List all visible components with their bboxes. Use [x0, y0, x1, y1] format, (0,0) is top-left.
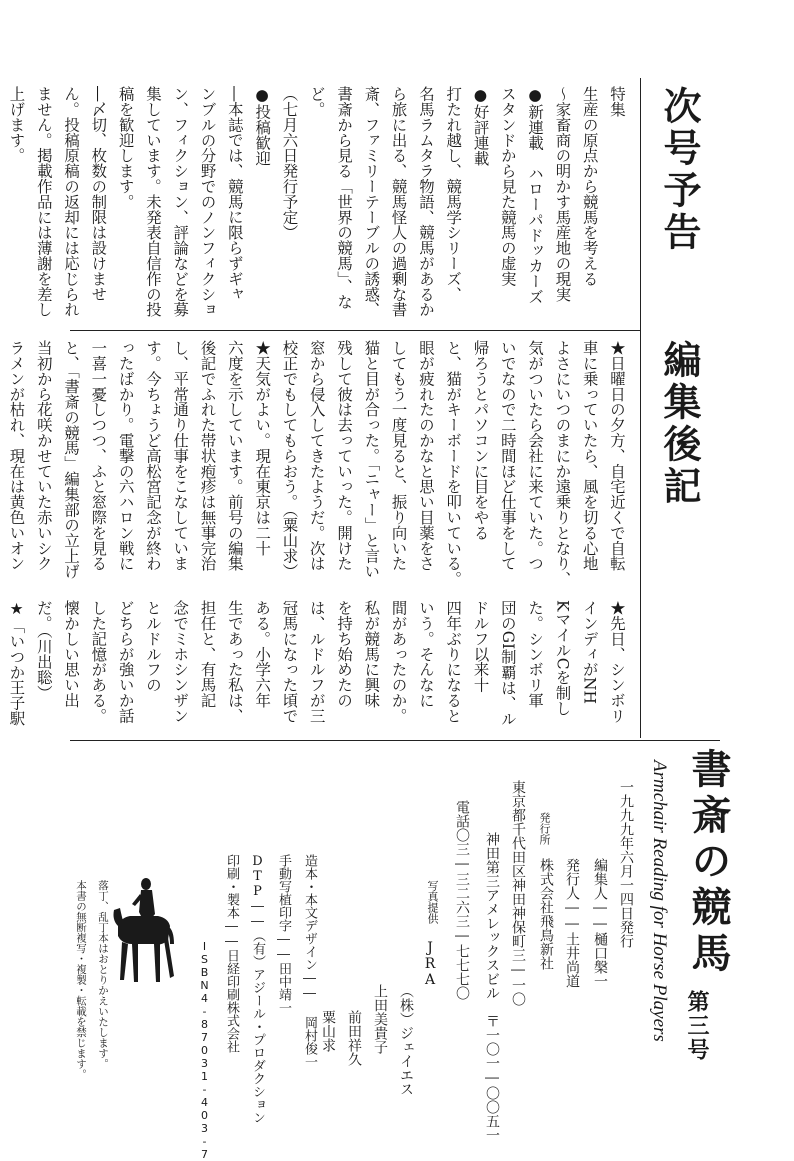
photo-credit-4 [344, 1010, 364, 1066]
notice-copyright: 本書の無断複写・複製・転載を禁じます。 [75, 880, 87, 1080]
editor-line: 編集人――樋口槃一 [592, 858, 608, 988]
office-tel: 電話〇三―三二六三―七七七〇 [454, 800, 470, 1000]
book-title: 書斎の競馬 [685, 748, 732, 978]
office-name: 株式会社飛鳥新社 [538, 858, 554, 970]
book-subtitle: Armchair Reading for Horse Players [649, 760, 670, 1042]
publication-date: 一九九九年六月一四日発行 [618, 780, 634, 948]
notes-block-a: ★日曜日の夕方、自宅近くで自転 車に乗っていたら、風を切る心地 よさにいつのまにか遠乗りとなり、 気がついたら会社に来ていた。つ いでなので二時間ほど仕事をして 帰ろうとパソコンに目をやる と、猫がキーボードを叩いている。 眼が疲れたのかなと思い目薬をさ してもう一度見ると、振り向いた 猫と目が合った。「ニャー」と言い 残して彼は去っていった。開けた 窓から侵入してきたようだ。次は 校正でもしてもらおう。（粟山求） ★天気がよい。現在東京は二十 六度を示しています。前号の編集 後記でふれた帯状疱疹は無事完治 し、平常通り仕事をこなしていま す。今ちょうど高松宮記念が終わ ったばかり。電撃の六ハロン戦に 一喜一憂しつつ、ふと窓際を見る と、「書斎の競馬」編集部の立上げ 当初から花咲かせていた赤いシク ラメンが枯れ、現在は黄色いオン [7, 340, 626, 587]
horse-rider-logo-icon [110, 870, 176, 998]
section-divider-right [640, 78, 641, 738]
dtp-credit: DTP――（有）アジール・プロダクション [250, 854, 265, 1124]
notice-replacement: 落丁、乱丁本はおとりかえいたします。 [97, 880, 109, 1069]
preview-heading: 次号予告 [657, 86, 702, 254]
office-label: 発行所 [538, 812, 551, 845]
notes-heading: 編集後記 [657, 340, 702, 508]
photo-credit-3: 上田美貴子 [372, 984, 388, 1054]
office-address: 東京都千代田区神田神保町三―一〇 [510, 780, 526, 1006]
publisher-line: 発行人――土井尚道 [564, 858, 580, 988]
colophon-top-rule [70, 740, 720, 741]
notes-block-b: ★先日、シンボリインディがNH KマイルCを制した。シンボリ軍 団のGI制覇は、ルドルフ以来十 四年ぶりになるという。そんなに 間があったのか。私が競馬に興味 を持ち始めたのは、ルドルフが三 冠馬になった頃である。小学六年 生であった私は、担任と、有馬記 念でミホシンザンとルドルフの どちらが強いか話した記憶がある。 懐かしい思い出だ。（川出聡） ★「いつか王子駅 [7, 600, 626, 727]
photo-credit-label: 写真提供 [426, 880, 439, 924]
issue-number: 第三号 [684, 990, 710, 1062]
printing-credit: 印刷・製本――日経印刷株式会社 [224, 854, 239, 1053]
design-credit: 造本・本文デザイン―― 岡村俊一 [302, 854, 317, 1068]
photo-credit-1: JRA [422, 940, 438, 988]
isbn: ISBN4-87031-403-7 [198, 940, 211, 1161]
office-building: 神田第三アメレックスビル 〒一〇一―〇〇五一 [484, 832, 500, 1142]
photo-credit-2: （株）ジェイエス [398, 984, 414, 1096]
photo-credit-5: 粟山求 [320, 1010, 336, 1052]
photo-credit-4a: 前田祥久 [346, 1010, 362, 1066]
preview-body: 特集 生産の原点から競馬を考える 〜家畜商の明かす馬産地の現実 ●新連載 ハローパドッカーズ スタンドから見た競馬の虚実 ●好評連載 打たれ越し、競馬学シリーズ、 名馬ラムタラ物語、競馬があるか ら旅に出る、競馬怪人の過剰な書 斎、ファミリーテーブルの誘惑、 書斎から見る「世界の競馬」、など。 （七月六日発行予定） ●投稿歓迎 ―本誌では、競馬に限らずギャ ンブルの分野でのノンフィクショ ン、フィクション、評論などを募 集しています。未発表自信作の投 稿を歓迎します。 ―〆切、枚数の制限は設けませ ん。投稿原稿の返却には応じられ ません。掲載作品には薄謝を差し 上げます。 [7, 86, 626, 317]
preview-underline [70, 330, 640, 331]
typesetting-credit: 手動写植印字――田中靖一 [276, 854, 291, 1014]
